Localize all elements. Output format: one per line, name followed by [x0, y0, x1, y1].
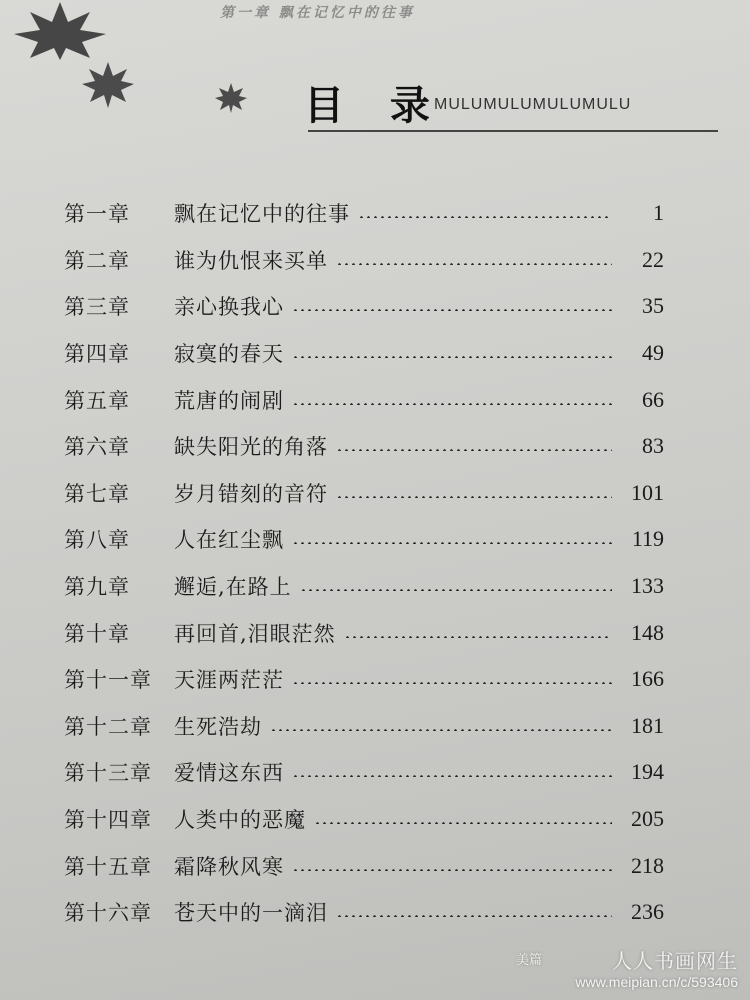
toc-page-number: 83 [642, 433, 664, 459]
title-rule [308, 130, 718, 132]
toc-leader-dots [292, 542, 612, 544]
toc-leader-dots [292, 775, 612, 777]
page-title-wrap [304, 74, 446, 131]
watermark-line1: 人人书画网生 [612, 951, 738, 973]
toc-page-number: 66 [642, 386, 664, 412]
watermark [515, 945, 738, 990]
toc-chapter-title: 霜降秋风寒 [174, 854, 284, 879]
toc-entry [64, 703, 664, 750]
toc-chapter-title: 生死浩劫 [174, 714, 262, 739]
toc-entry [64, 842, 664, 889]
toc-page-number: 133 [631, 573, 664, 599]
toc-page-number: 1 [653, 200, 664, 226]
toc-chapter-title: 爱情这东西 [174, 761, 284, 786]
running-header: 第一章 飘在记忆中的往事 [220, 5, 415, 21]
toc-entry [64, 516, 664, 563]
toc-page-number: 22 [642, 246, 664, 272]
toc-chapter-number: 第七章 [64, 481, 130, 506]
toc-chapter-title: 苍天中的一滴泪 [174, 901, 328, 926]
toc-entry [64, 376, 664, 423]
watermark-brand: 美篇 [515, 952, 542, 967]
toc-entry [64, 190, 664, 237]
toc-leader-dots [344, 636, 612, 638]
maple-leaf-icon-large [10, 0, 110, 60]
toc-page-number: 205 [631, 806, 664, 832]
toc-entry [64, 423, 664, 470]
toc-leader-dots [292, 403, 612, 405]
toc-chapter-title: 再回首,泪眼茫然 [174, 621, 336, 646]
page-title: 目 录 [304, 83, 446, 129]
toc-chapter-number: 第十二章 [64, 714, 152, 739]
toc-leader-dots [270, 729, 612, 731]
toc-chapter-title: 荒唐的闹剧 [174, 388, 284, 413]
toc-page-number: 101 [631, 479, 664, 505]
toc-chapter-number: 第十六章 [64, 901, 152, 926]
toc-entry [64, 656, 664, 703]
toc-leader-dots [292, 869, 612, 871]
toc-chapter-title: 人在红尘飘 [174, 528, 284, 553]
toc-leader-dots [292, 309, 612, 311]
toc-chapter-title: 人类中的恶魔 [174, 808, 306, 833]
toc-entry [64, 563, 664, 610]
maple-leaf-icon-small [214, 82, 248, 114]
toc-chapter-title: 谁为仇恨来买单 [174, 248, 328, 273]
toc-entry [64, 609, 664, 656]
toc-chapter-title: 天涯两茫茫 [174, 668, 284, 693]
toc-entry [64, 749, 664, 796]
toc-leader-dots [336, 449, 612, 451]
toc-page-number: 119 [631, 526, 664, 552]
toc-leader-dots [292, 682, 612, 684]
toc-chapter-number: 第八章 [64, 528, 130, 553]
toc-chapter-number: 第十章 [64, 621, 130, 646]
toc-leader-dots [336, 915, 612, 917]
page-subtitle: MULUMULUMULUMULU [434, 96, 632, 113]
toc-chapter-number: 第二章 [64, 248, 130, 273]
toc-leader-dots [336, 263, 612, 265]
toc-entry [64, 330, 664, 377]
toc-chapter-number: 第四章 [64, 342, 130, 367]
toc-leader-dots [314, 822, 612, 824]
toc-entry [64, 796, 664, 843]
toc-page-number: 181 [631, 712, 664, 738]
toc-page-number: 35 [642, 293, 664, 319]
toc-leader-dots [336, 496, 612, 498]
toc-chapter-number: 第十三章 [64, 761, 152, 786]
toc-chapter-number: 第九章 [64, 575, 130, 600]
toc-chapter-number: 第一章 [64, 202, 130, 227]
toc-chapter-number: 第六章 [64, 435, 130, 460]
toc-chapter-title: 岁月错刻的音符 [174, 481, 328, 506]
toc-chapter-number: 第十一章 [64, 668, 152, 693]
toc-page-number: 166 [631, 666, 664, 692]
toc-leader-dots [358, 216, 612, 218]
table-of-contents [64, 190, 664, 936]
toc-page-number: 49 [642, 340, 664, 366]
maple-leaf-icon-medium [80, 60, 136, 110]
toc-entry [64, 470, 664, 517]
toc-leader-dots [292, 356, 612, 358]
toc-entry [64, 889, 664, 936]
toc-chapter-number: 第三章 [64, 295, 130, 320]
toc-chapter-number: 第十四章 [64, 808, 152, 833]
toc-page-number: 236 [631, 899, 664, 925]
toc-entry [64, 237, 664, 284]
toc-chapter-title: 缺失阳光的角落 [174, 435, 328, 460]
toc-leader-dots [300, 589, 612, 591]
toc-chapter-title: 亲心换我心 [174, 295, 284, 320]
toc-chapter-title: 寂寞的春天 [174, 342, 284, 367]
toc-entry [64, 283, 664, 330]
toc-page-number: 148 [631, 619, 664, 645]
toc-page-number: 194 [631, 759, 664, 785]
watermark-line2: www.meipian.cn/c/593406 [575, 974, 738, 990]
toc-chapter-title: 邂逅,在路上 [174, 575, 292, 600]
toc-chapter-number: 第五章 [64, 388, 130, 413]
toc-page-number: 218 [631, 852, 664, 878]
toc-chapter-title: 飘在记忆中的往事 [174, 202, 350, 227]
toc-chapter-number: 第十五章 [64, 854, 152, 879]
